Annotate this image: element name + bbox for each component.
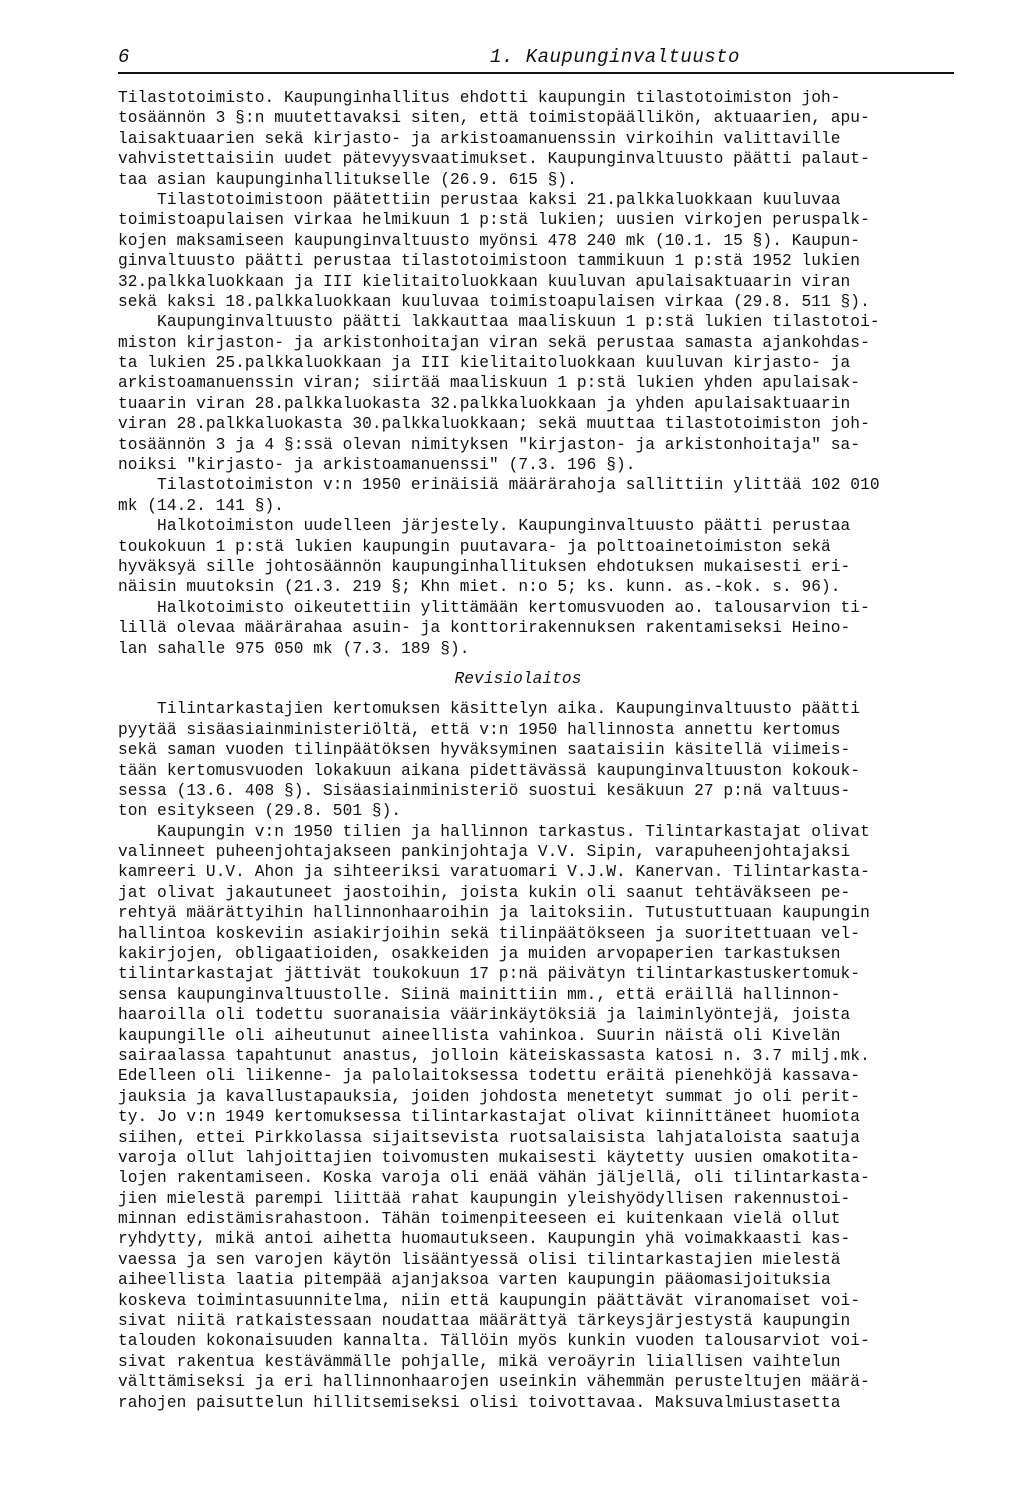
text-line: vahvistettaisiin uudet pätevyysvaatimukset. Kaupunginvaltuusto päätti palaut- [118, 150, 870, 169]
text-line: ta lukien 25.palkkaluokkaan ja III kielitaitoluokkaan kuuluvan kirjasto- ja [118, 354, 851, 373]
section-heading: Revisiolaitos [454, 669, 582, 688]
text-line: hallintoa koskeviin asiakirjoihin sekä tilinpäätökseen ja suoritettuaan vel- [118, 924, 861, 943]
text-line: talouden kokonaisuuden kannalta. Tällöin myös kunkin vuoden talousarviot voi- [118, 1332, 870, 1351]
text-line: tilintarkastajat jättivät toukokuun 17 p:nä päivätyn tilintarkastuskertomuk- [118, 965, 861, 984]
text-line: näisin muutoksin (21.3. 219 §; Khn miet. n:o 5; ks. kunn. as.-kok. s. 96). [118, 578, 841, 597]
text-line: rahojen paisuttelun hillitsemiseksi olisi toivottavaa. Maksuvalmiustasetta [118, 1393, 841, 1412]
text-line: ginvaltuusto päätti perustaa tilastotoimistoon tammikuun 1 p:stä 1952 lukien [118, 252, 861, 271]
text-line: Edelleen oli liikenne- ja palolaitoksessa todettu eräitä pienehköjä kassava- [118, 1067, 861, 1086]
text-line: toukokuun 1 p:stä lukien kaupungin puutavara- ja polttoainetoimiston sekä [118, 537, 831, 556]
text-line: taa asian kaupunginhallitukselle (26.9. 615 §). [118, 170, 577, 189]
text-line: tään kertomusvuoden lokakuun aikana pidettävässä kaupunginvaltuuston kokouk- [118, 761, 861, 780]
text-line: pyytää sisäasiainministeriöltä, että v:n 1950 hallinnosta annettu kertomus [118, 720, 841, 739]
text-line: Tilintarkastajien kertomuksen käsittelyn aika. Kaupunginvaltuusto päätti [118, 700, 861, 719]
text-line: kojen maksamiseen kaupunginvaltuusto myönsi 478 240 mk (10.1. 15 §). Kaupun- [118, 231, 861, 250]
text-line: lojen rakentamiseen. Koska varoja oli enää vähän jäljellä, oli tilintarkasta- [118, 1169, 870, 1188]
header-rule [118, 72, 954, 74]
text-line: minnan edistämisrahastoon. Tähän toimenpiteeseen ei kuitenkaan vielä ollut [118, 1210, 841, 1229]
text-line: Tilastotoimiston v:n 1950 erinäisiä määrärahoja sallittiin ylittää 102 010 [118, 476, 880, 495]
text-line: Kaupungin v:n 1950 tilien ja hallinnon tarkastus. Tilintarkastajat olivat [118, 822, 870, 841]
text-line: sairaalassa tapahtunut anastus, jolloin käteiskassasta katosi n. 3.7 milj.mk. [118, 1046, 870, 1065]
text-line: varoja ollut lahjoittajien toivomusten mukaisesti käytetty uusien omakotita- [118, 1148, 861, 1167]
text-line: mk (14.2. 141 §). [118, 496, 284, 515]
text-line: koskeva toimintasuunnitelma, niin että kaupungin päättävät viranomaiset voi- [118, 1291, 861, 1310]
text-line: jauksia ja kavallustapauksia, joiden johdosta menetetyt summat jo oli perit- [118, 1087, 861, 1106]
text-line: tosäännön 3 ja 4 §:ssä olevan nimityksen "kirjaston- ja arkistonhoitaja" sa- [118, 435, 861, 454]
text-line: sekä kaksi 18.palkkaluokkaan kuuluvaa toimistoapulaisen virkaa (29.8. 511 §). [118, 292, 870, 311]
running-head: 1. Kaupunginvaltuusto [490, 46, 740, 68]
text-line: 32.palkkaluokkaan ja III kielitaitoluokkaan kuuluvan apulaisaktuaarin viran [118, 272, 851, 291]
text-line: hyväksyä sille johtosäännön kaupunginhallituksen ehdotuksen mukaisesti eri- [118, 557, 851, 576]
text-line: sivat niitä ratkaistessaan noudattaa määrättyä tärkeysjärjestystä kaupungin [118, 1312, 851, 1331]
text-line: ryhdytty, mikä antoi aihetta huomautukseen. Kaupungin yhä voimakkaasti kas- [118, 1230, 851, 1249]
blank-line [118, 689, 958, 699]
text-line: kakirjojen, obligaatioiden, osakkeiden ja muiden arvopaperien tarkastuksen [118, 945, 841, 964]
text-line: valinneet puheenjohtajakseen pankinjohtaja V.V. Sipin, varapuheenjohtajaksi [118, 843, 851, 862]
text-line: ty. Jo v:n 1949 kertomuksessa tilintarkastajat olivat kiinnittäneet huomiota [118, 1108, 861, 1127]
text-line: vaessa ja sen varojen käytön lisääntyessä olisi tilintarkastajien mielestä [118, 1250, 841, 1269]
text-line: kaupungille oli aiheutunut aineellista vahinkoa. Suurin näistä oli Kivelän [118, 1026, 841, 1045]
page-header [118, 44, 954, 74]
text-line: toimistoapulaisen virkaa helmikuun 1 p:stä lukien; uusien virkojen peruspalk- [118, 211, 870, 230]
text-line: haaroilla oli todettu suoranaisia väärinkäytöksiä ja laiminlyöntejä, joista [118, 1006, 851, 1025]
text-line: Tilastotoimisto. Kaupunginhallitus ehdotti kaupungin tilastotoimiston joh- [118, 89, 841, 107]
text-line: sessa (13.6. 408 §). Sisäasiainministeriö suostui kesäkuun 27 p:nä valtuus- [118, 781, 851, 800]
text-line: tuaarin viran 28.palkkaluokasta 32.palkkaluokkaan ja yhden apulaisaktuaarin [118, 394, 851, 413]
text-line: tosäännön 3 §:n muutettavaksi siten, että toimistopäällikön, aktuaarien, apu- [118, 109, 870, 128]
text-line: lillä olevaa määrärahaa asuin- ja konttorirakennuksen rakentamiseksi Heino- [118, 619, 851, 638]
text-line: jien mielestä parempi liittää rahat kaupungin yleishyödyllisen rakennustoi- [118, 1189, 851, 1208]
body-text [118, 88, 958, 1413]
text-line: kamreeri U.V. Ahon ja sihteeriksi varatuomari V.J.W. Kanervan. Tilintarkasta- [118, 863, 870, 882]
text-line: Tilastotoimistoon päätettiin perustaa kaksi 21.palkkaluokkaan kuuluvaa [118, 190, 841, 209]
text-line: noiksi "kirjasto- ja arkistoamanuenssi" (7.3. 196 §). [118, 456, 636, 475]
text-line: sensa kaupunginvaltuustolle. Siinä mainittiin mm., että eräillä hallinnon- [118, 985, 841, 1004]
text-line: ton esitykseen (29.8. 501 §). [118, 802, 402, 821]
text-line: Halkotoimisto oikeutettiin ylittämään kertomusvuoden ao. talousarvion ti- [118, 598, 870, 617]
text-line: sivat rakentua kestävämmälle pohjalle, mikä veroäyrin liiallisen vaihtelun [118, 1352, 841, 1371]
blank-line [118, 659, 958, 669]
text-line: rehtyä määrättyihin hallinnonhaaroihin ja laitoksiin. Tutustuttuaan kaupungin [118, 904, 870, 923]
text-line: aiheellista laatia pitempää ajanjaksoa varten kaupungin pääomasijoituksia [118, 1271, 831, 1290]
text-line: sekä saman vuoden tilinpäätöksen hyväksyminen saataisiin käsitellä viimeis- [118, 741, 851, 760]
text-line: jat olivat jakautuneet jaostoihin, joista kukin oli saanut tehtäväkseen pe- [118, 883, 851, 902]
page-number: 6 [118, 46, 130, 68]
text-line: Kaupunginvaltuusto päätti lakkauttaa maaliskuun 1 p:stä lukien tilastotoi- [118, 313, 880, 332]
text-line: arkistoamanuenssin viran; siirtää maaliskuun 1 p:stä lukien yhden apulaisak- [118, 374, 861, 393]
text-line: miston kirjaston- ja arkistonhoitajan viran sekä perustaa samasta ajankohdas- [118, 333, 870, 352]
text-line: laisaktuaarien sekä kirjasto- ja arkistoamanuenssin virkoihin valittaville [118, 129, 841, 148]
text-line: siihen, ettei Pirkkolassa sijaitsevista ruotsalaisista lahjataloista saatuja [118, 1128, 861, 1147]
text-line: Halkotoimiston uudelleen järjestely. Kaupunginvaltuusto päätti perustaa [118, 517, 851, 536]
text-line: välttämiseksi ja eri hallinnonhaarojen useinkin vähemmän perusteltujen määrä- [118, 1373, 870, 1392]
text-line: viran 28.palkkaluokasta 30.palkkaluokkaan; sekä muuttaa tilastotoimiston joh- [118, 415, 870, 434]
text-line: lan sahalle 975 050 mk (7.3. 189 §). [118, 639, 470, 658]
